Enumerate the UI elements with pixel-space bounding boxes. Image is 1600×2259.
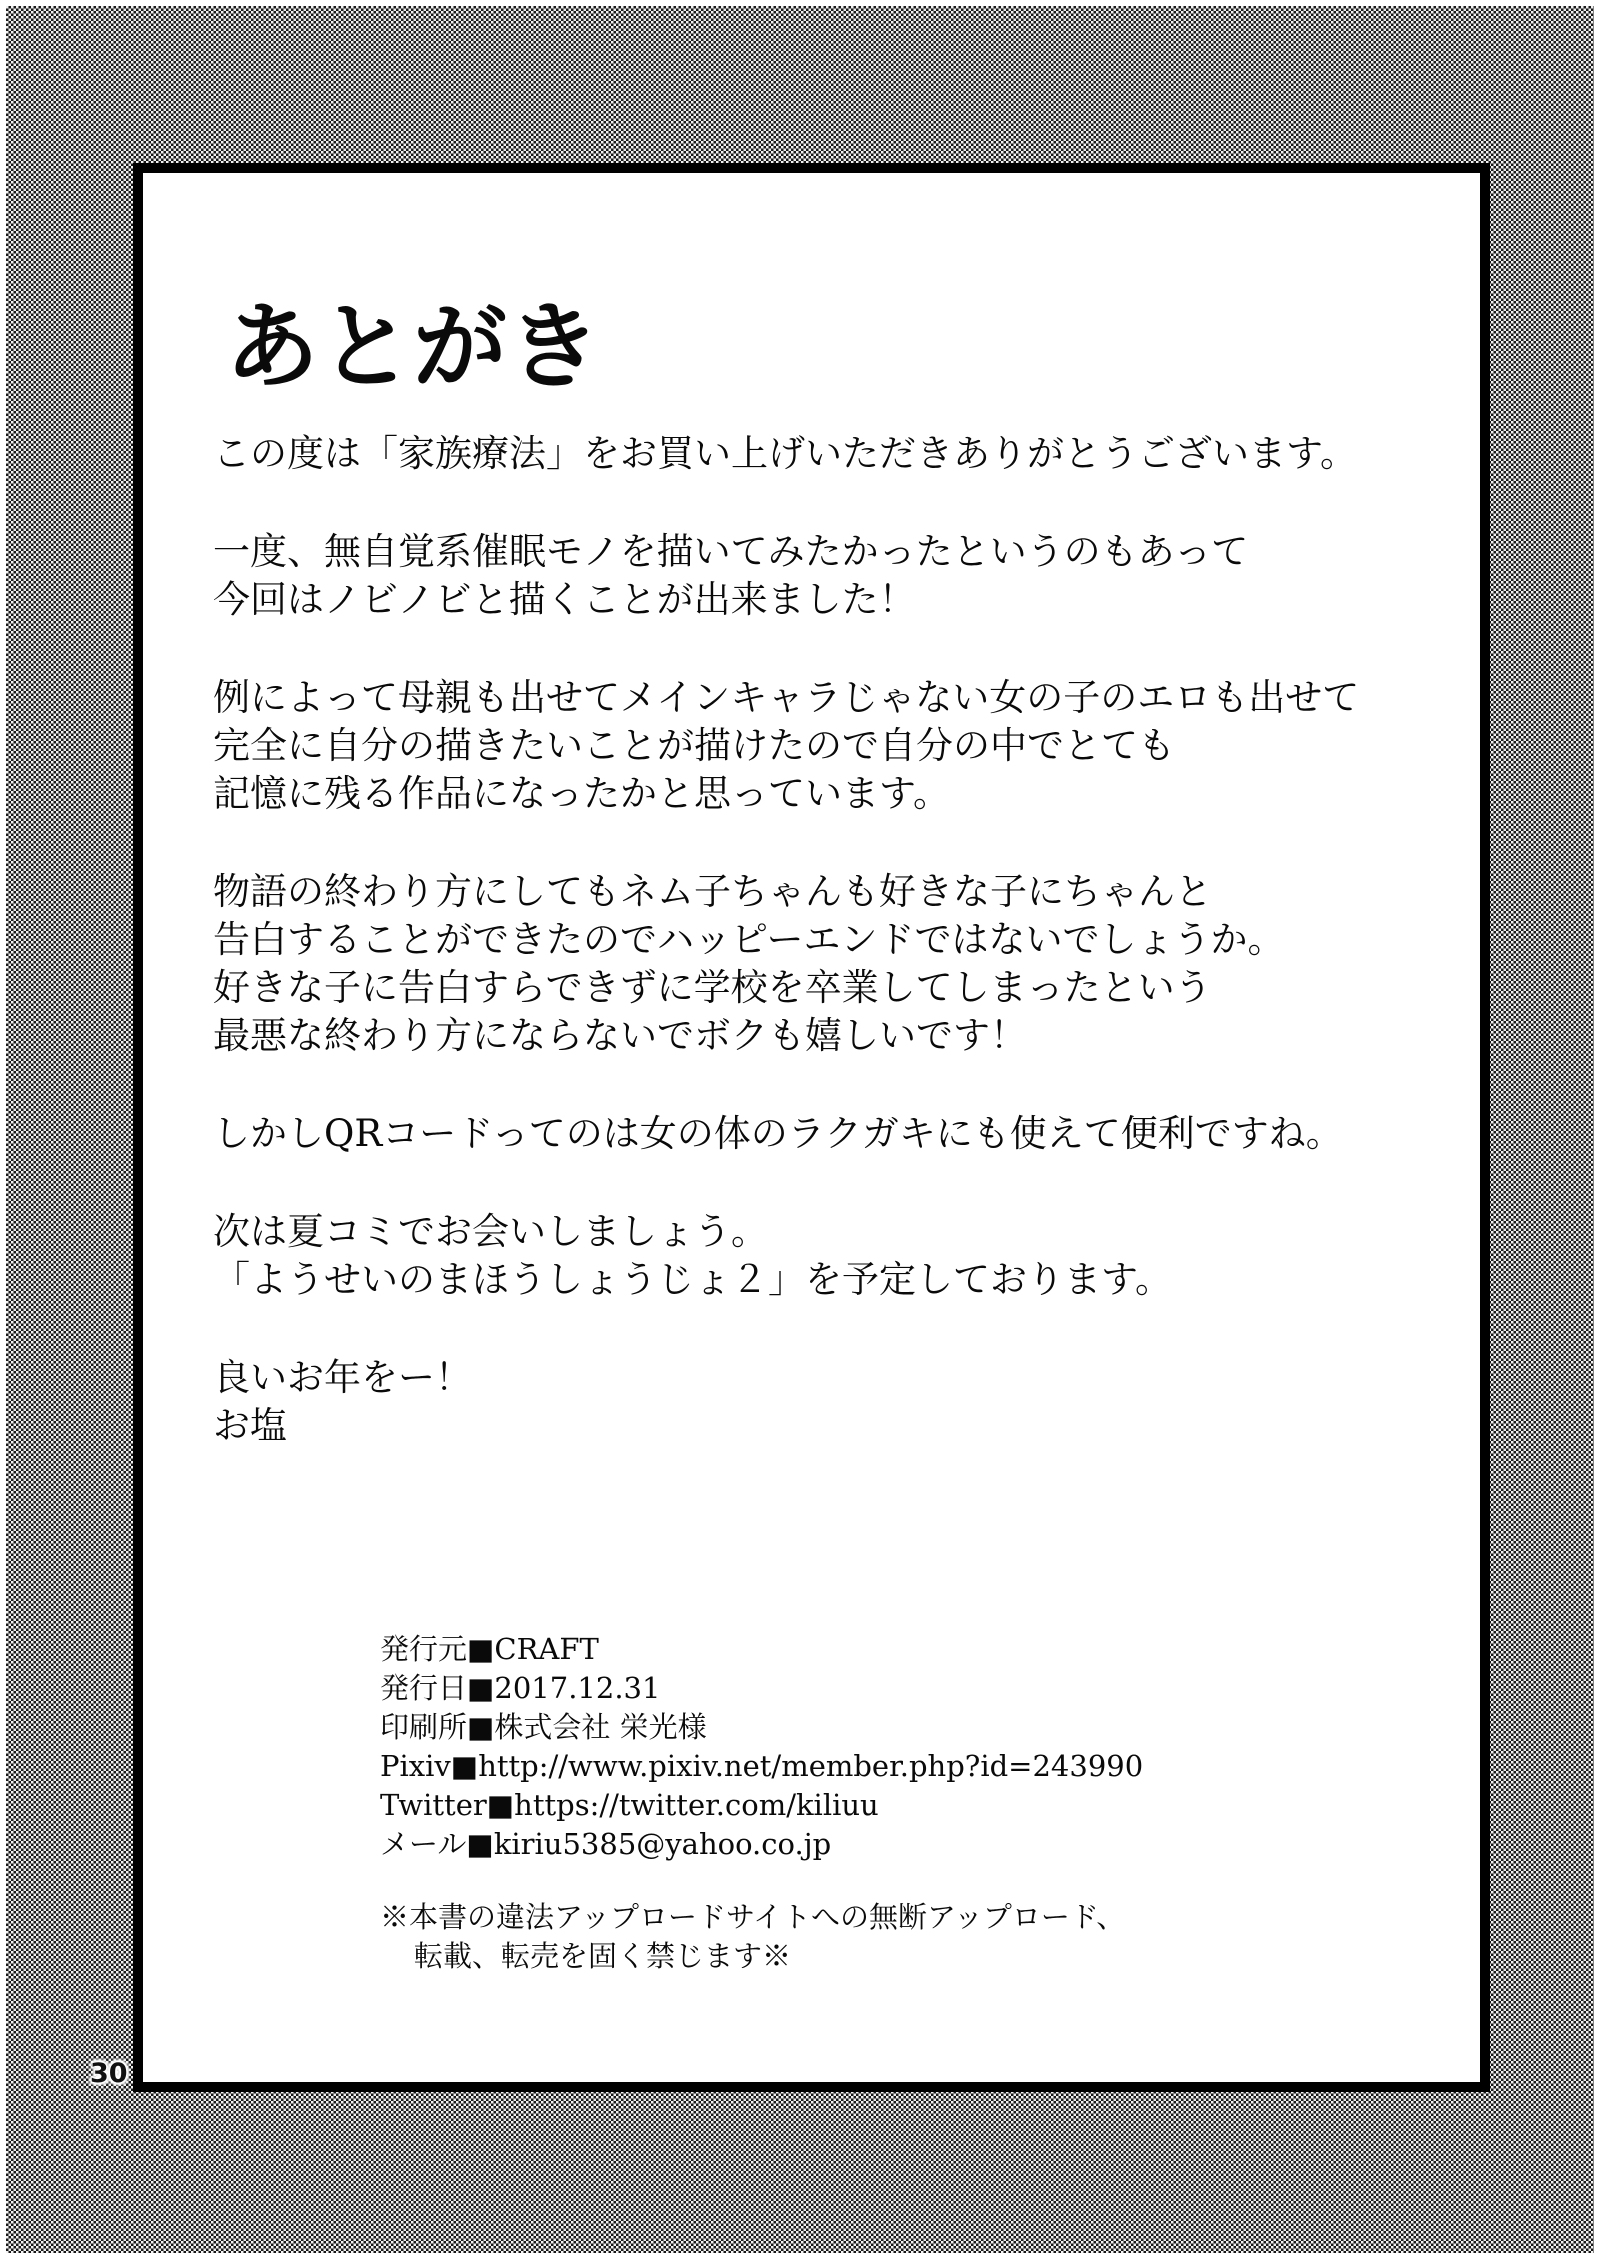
body-line: 記憶に残る作品になったかと思っています。 (213, 772, 951, 815)
colophon-email: メール■kiriu5385@yahoo.co.jp (380, 1827, 832, 1861)
disclaimer-line-1: ※本書の違法アップロードサイトへの無断アップロード、 (380, 1900, 1126, 1934)
body-line: この度は「家族療法」をお買い上げいただきありがとうございます。 (213, 432, 1358, 475)
body-paragraph (213, 1208, 1443, 1304)
body-line: 一度、無自覚系催眠モノを描いてみたかったというのもあって (213, 530, 1249, 573)
disclaimer-line-2: 転載、転売を固く禁じます※ (414, 1939, 792, 1973)
body-line: 「ようせいのまほうしょうじょ２」を予定しております。 (213, 1258, 1173, 1301)
manga-afterword-page (133, 163, 1490, 2092)
colophon-publisher: 発行元■CRAFT (380, 1632, 599, 1666)
disclaimer-block (380, 1898, 1125, 1976)
colophon-printer: 印刷所■株式会社 栄光様 (380, 1710, 707, 1744)
colophon-twitter-url: Twitter■https://twitter.com/kiliuu (380, 1788, 879, 1822)
body-line: お塩 (213, 1404, 287, 1447)
colophon-pixiv-url: Pixiv■http://www.pixiv.net/member.php?id=243990 (380, 1749, 1144, 1783)
body-paragraph (213, 868, 1443, 1060)
afterword-body (213, 430, 1443, 1500)
body-line: 最悪な終わり方にならないでボクも嬉しいです！ (213, 1014, 1027, 1057)
body-line: 良いお年をー！ (213, 1356, 472, 1399)
colophon-block (380, 1630, 1143, 1864)
body-line: しかしQRコードってのは女の体のラクガキにも使えて便利ですね。 (213, 1112, 1343, 1155)
body-line: 告白することができたのでハッピーエンドではないでしょうか。 (213, 918, 1285, 961)
body-line: 物語の終わり方にしてもネム子ちゃんも好きな子にちゃんと (213, 870, 1212, 913)
page-number: 30 (90, 2058, 128, 2089)
body-paragraph (213, 430, 1443, 478)
body-line: 次は夏コミでお会いしましょう。 (213, 1210, 768, 1253)
body-line: 完全に自分の描きたいことが描けたので自分の中でとても (213, 724, 1175, 767)
body-paragraph (213, 1110, 1443, 1158)
body-line: 好きな子に告白すらできずに学校を卒業してしまったという (213, 966, 1212, 1009)
body-line: 例によって母親も出せてメインキャラじゃない女の子のエロも出せて (213, 676, 1360, 719)
body-paragraph (213, 674, 1443, 818)
body-paragraph (213, 528, 1443, 624)
colophon-date: 発行日■2017.12.31 (380, 1671, 661, 1705)
afterword-title: あとがき (225, 292, 602, 402)
body-paragraph (213, 1354, 1443, 1450)
body-line: 今回はノビノビと描くことが出来ました！ (213, 578, 916, 621)
